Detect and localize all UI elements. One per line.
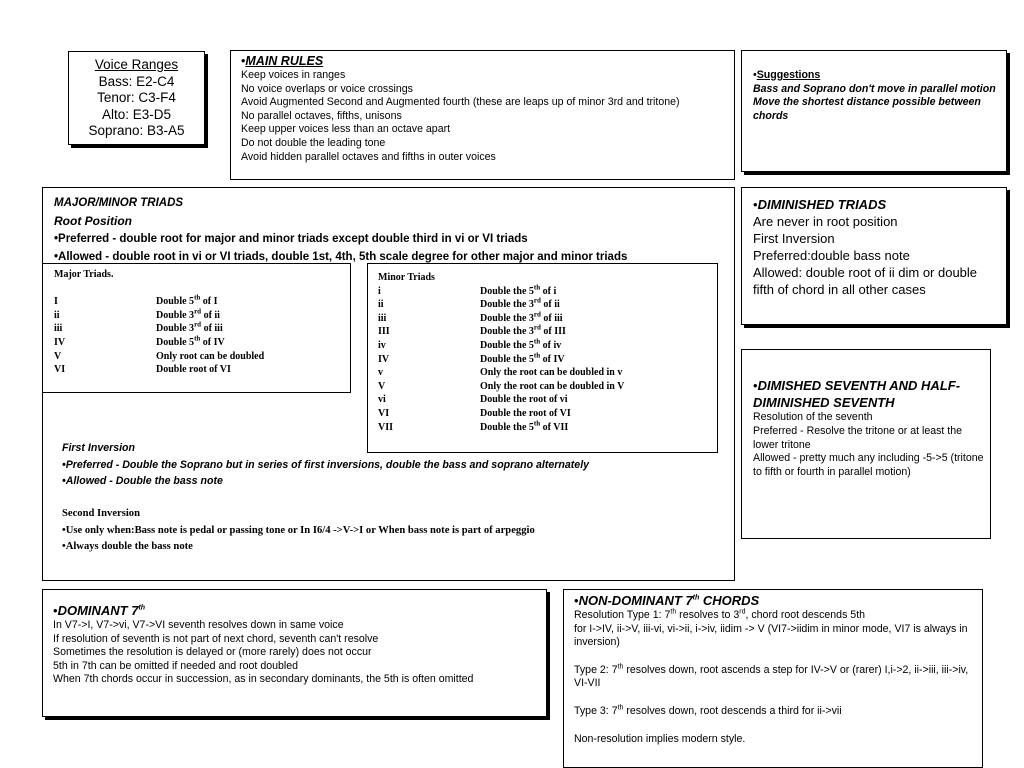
doubling-text-rest: of I [200, 296, 218, 308]
table-row [54, 295, 264, 309]
second-inversion-use: •Use only when:Bass note is pedal or passing tone or In I6/4 ->V->I or When bass note is part of arpeggio [62, 524, 535, 536]
dim-seventh-line-1: Resolution of the seventh [753, 411, 873, 423]
doubling-text-rest: of ii [201, 309, 220, 321]
chord-cell: iii [378, 312, 387, 324]
dim-seventh-line-3: Allowed - pretty much any including -5->5 (tritone to fifth or fourth in parallel motion) [753, 452, 984, 479]
doubling-text: Double 3 [156, 323, 195, 335]
voice-range-tenor: Tenor: C3-F4 [97, 90, 176, 105]
table-row [54, 322, 264, 336]
doubling-cell [156, 295, 264, 309]
first-inversion-allowed: •Allowed - Double the bass note [62, 475, 223, 487]
chord-cell: III [378, 326, 390, 338]
doubling-sup: th [533, 419, 541, 428]
voice-ranges-box [68, 51, 205, 145]
second-inversion-section [62, 506, 535, 556]
first-inversion-title: First Inversion [62, 442, 135, 454]
doubling-sup: rd [533, 296, 541, 305]
dim-seventh-title: DIMISHED SEVENTH AND HALF-DIMINISHED SEVENTH [753, 378, 961, 410]
doubling-cell [156, 363, 264, 377]
non-dominant-type3 [574, 705, 976, 719]
table-row [378, 407, 624, 421]
doubling-cell [480, 421, 624, 435]
triads-title: MAJOR/MINOR TRIADS [54, 197, 184, 209]
bullet-icon: • [574, 593, 579, 608]
chord-cell: VI [378, 407, 390, 419]
suggestions-title: Suggestions [756, 69, 821, 81]
non-dominant-title: NON-DOMINANT 7 [578, 593, 693, 608]
dim-seventh-heading [753, 377, 984, 411]
table-row [378, 353, 624, 367]
suggestions-heading [753, 69, 998, 83]
doubling-text: Double 3 [156, 309, 195, 321]
chord-cell: i [378, 285, 381, 297]
table-row [378, 366, 624, 380]
main-rule-3: Avoid Augmented Second and Augmented fourth (these are leaps up of minor 3rd and tritone) [241, 96, 680, 109]
root-allowed: •Allowed - double root in vi or VI triads, double 1st, 4th, 5th scale degree for other major and minor triads [54, 251, 628, 263]
doubling-cell [480, 312, 624, 326]
suggestion-1: Bass and Soprano don't move in parallel motion [753, 82, 996, 95]
minor-triads-box [367, 263, 718, 453]
diminished-heading [753, 196, 1000, 213]
doubling-text: Only the root can be doubled in V [480, 380, 625, 392]
dominant-heading [53, 602, 540, 619]
doubling-text-rest: of IV [200, 336, 225, 348]
table-row [54, 363, 264, 377]
main-rule-1: Keep voices in ranges [241, 69, 346, 81]
root-position-title: Root Position [54, 214, 132, 228]
doubling-text: Double the 5 [480, 285, 534, 297]
doubling-text: Only the root can be doubled in v [480, 367, 623, 379]
table-row [378, 312, 624, 326]
doubling-sup: th [533, 351, 541, 360]
doubling-sup: th [533, 337, 541, 346]
table-row [54, 350, 264, 364]
chord-cell: ii [54, 309, 60, 321]
chord-cell: iv [378, 339, 386, 351]
non-dominant-title-rest: CHORDS [699, 593, 760, 608]
type3-text-b: resolves down, root descends a third for ii->vii [623, 704, 842, 717]
type1-text-a: Resolution Type 1: 7 [574, 609, 671, 621]
main-rule-2: No voice overlaps or voice crossings [241, 82, 413, 95]
doubling-text: Double the 3 [480, 312, 534, 324]
doubling-text: Double the 3 [480, 326, 534, 338]
table-row [54, 309, 264, 323]
doubling-text-rest: of III [540, 326, 566, 338]
doubling-cell [480, 393, 624, 407]
major-triads-box [42, 263, 351, 393]
non-dominant-box [563, 589, 983, 768]
dominant-line-4: 5th in 7th can be omitted if needed and root doubled [53, 659, 299, 672]
doubling-text-rest: of VII [540, 421, 569, 433]
doubling-sup: rd [194, 321, 202, 330]
voice-range-bass: Bass: E2-C4 [98, 73, 175, 89]
type1-text-b: resolves to 3 [676, 609, 740, 621]
main-rules-title: MAIN RULES [245, 54, 324, 68]
diminished-line-2: First Inversion [753, 231, 835, 246]
doubling-cell [156, 350, 264, 364]
table-row [54, 336, 264, 350]
doubling-cell [480, 339, 624, 353]
dominant-line-5: When 7th chords occur in succession, as in secondary dominants, the 5th is often omitted [53, 673, 474, 686]
main-rule-7: Avoid hidden parallel octaves and fifths in outer voices [241, 150, 496, 163]
suggestion-2: Move the shortest distance possible between chords [753, 96, 981, 122]
doubling-text: Double root of VI [156, 364, 231, 376]
doubling-sup: th [194, 334, 201, 343]
chord-cell: ii [378, 299, 384, 311]
diminished-title: DIMINISHED TRIADS [757, 197, 887, 212]
doubling-sup: rd [533, 310, 541, 319]
doubling-text: Double the root of VI [480, 407, 571, 419]
doubling-sup: th [194, 293, 201, 302]
main-rules-box [230, 50, 735, 180]
dominant-seventh-box [42, 589, 547, 717]
chord-cell: VI [54, 364, 66, 376]
doubling-text-rest: of iii [201, 323, 223, 335]
type2-text-a: Type 2: 7 [574, 663, 618, 676]
chord-cell: VII [378, 421, 394, 433]
doubling-sup: rd [194, 307, 202, 316]
doubling-text: Double the 3 [480, 299, 534, 311]
minor-triads-table [378, 285, 624, 435]
bullet-icon: • [241, 54, 246, 68]
table-row [378, 285, 624, 299]
major-triads-table [54, 295, 264, 377]
second-inversion-title: Second Inversion [62, 508, 140, 519]
table-row [378, 325, 624, 339]
main-rule-6: Do not double the leading tone [241, 136, 386, 149]
doubling-text-rest: of i [540, 285, 557, 297]
doubling-text: Double 5 [156, 296, 195, 308]
type3-text-a: Type 3: 7 [574, 704, 618, 717]
doubling-text: Only root can be doubled [156, 350, 265, 362]
chord-cell: V [378, 380, 386, 392]
doubling-text: Double the 5 [480, 353, 534, 365]
dominant-title-sup: th [138, 604, 146, 612]
bullet-icon: • [753, 197, 758, 212]
doubling-text-rest: of IV [540, 353, 565, 365]
table-row [378, 380, 624, 394]
doubling-cell [480, 366, 624, 380]
doubling-sup: th [533, 283, 541, 292]
voice-range-alto: Alto: E3-D5 [101, 106, 172, 122]
doubling-cell [480, 325, 624, 339]
chord-cell: vi [378, 394, 386, 406]
non-dominant-type1 [574, 609, 976, 623]
minor-triads-title: Minor Triads [378, 272, 435, 283]
doubling-cell [480, 285, 624, 299]
non-dominant-type1-rest: for I->IV, ii->V, iii-vi, vi->ii, i->iv, iidim -> V (VI7->iidim in minor mode, VI7 is always in inversion) [574, 622, 968, 649]
non-dominant-type2 [574, 664, 976, 691]
doubling-text: Double the root of vi [480, 394, 568, 406]
doubling-text-rest: of iv [540, 339, 562, 351]
bullet-icon: • [53, 603, 58, 618]
diminished-line-4: Allowed: double root of ii dim or double fifth of chord in all other cases [753, 265, 978, 297]
main-rules-heading [241, 54, 734, 69]
doubling-sup: rd [533, 324, 541, 333]
main-rule-5: Keep upper voices less than an octave apart [241, 123, 451, 136]
diminished-line-3: Preferred:double bass note [753, 248, 910, 263]
type2-text-b: resolves down, root ascends a step for IV->V or (rarer) I,i->2, ii->iii, iii->iv, VI-VII [574, 663, 969, 690]
table-row [378, 339, 624, 353]
table-row [378, 393, 624, 407]
type3-sup: th [617, 704, 624, 712]
doubling-cell [156, 336, 264, 350]
chord-cell: IV [54, 336, 66, 348]
dim-seventh-box [741, 349, 991, 539]
doubling-cell [480, 380, 624, 394]
dim-seventh-line-2: Preferred - Resolve the tritone or at least the lower tritone [753, 424, 963, 451]
major-triads-title: Major Triads. [54, 269, 114, 280]
non-resolution-note: Non-resolution implies modern style. [574, 732, 746, 745]
doubling-text: Double 5 [156, 336, 195, 348]
chord-cell: IV [378, 353, 390, 365]
type1-sup-a: th [670, 608, 677, 616]
voice-ranges-title: Voice Ranges [94, 57, 179, 72]
doubling-text-rest: of ii [540, 299, 560, 311]
doubling-text: Double the 5 [480, 421, 534, 433]
first-inversion-preferred: •Preferred - Double the Soprano but in series of first inversions, double the bass and soprano alternately [62, 458, 590, 471]
type1-text-c: , chord root descends 5th [745, 609, 866, 621]
doubling-cell [480, 298, 624, 312]
voice-range-soprano: Soprano: B3-A5 [88, 123, 185, 138]
bullet-icon: • [753, 378, 758, 393]
bullet-icon: • [753, 69, 757, 81]
suggestions-box [741, 50, 1007, 172]
diminished-line-1: Are never in root position [753, 214, 898, 229]
non-dominant-title-sup: th [692, 594, 700, 602]
doubling-cell [480, 407, 624, 421]
chord-cell: I [54, 296, 58, 308]
chord-cell: iii [54, 323, 63, 335]
second-inversion-always: •Always double the bass note [62, 541, 193, 552]
doubling-cell [480, 353, 624, 367]
dominant-line-2: If resolution of seventh is not part of next chord, seventh can't resolve [53, 632, 379, 645]
diminished-triads-box [741, 187, 1007, 325]
doubling-text-rest: of iii [540, 312, 563, 324]
doubling-cell [156, 322, 264, 336]
dominant-line-1: In V7->I, V7->vi, V7->VI seventh resolves down in same voice [53, 619, 344, 631]
doubling-cell [156, 309, 264, 323]
chord-cell: v [378, 367, 383, 379]
table-row [378, 298, 624, 312]
main-rule-4: No parallel octaves, fifths, unisons [241, 109, 402, 122]
type1-sup-b: rd [739, 608, 746, 616]
table-row [378, 421, 624, 435]
non-dominant-heading [574, 592, 976, 609]
dominant-line-3: Sometimes the resolution is delayed or (more rarely) does not occur [53, 646, 372, 659]
chord-cell: V [54, 350, 62, 362]
root-preferred: •Preferred - double root for major and minor triads except double third in vi or VI triads [54, 233, 528, 245]
type2-sup: th [617, 663, 624, 671]
doubling-text: Double the 5 [480, 339, 534, 351]
dominant-title: DOMINANT 7 [57, 603, 139, 618]
